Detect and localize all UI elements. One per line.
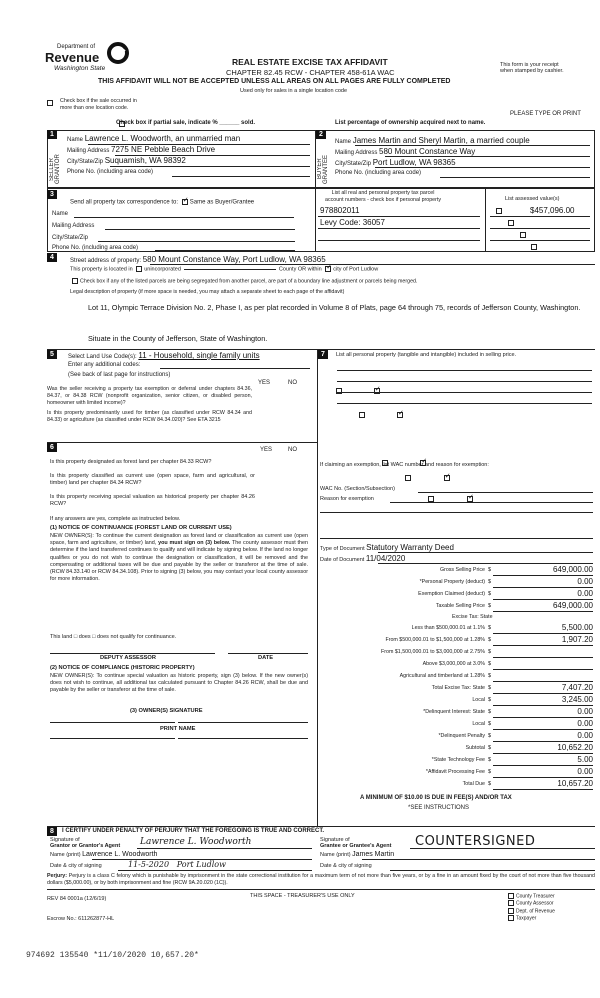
corr-address-field[interactable] <box>105 229 295 230</box>
tax-value[interactable]: 5,500.00 <box>493 623 593 634</box>
copy-dept-revenue[interactable] <box>506 908 555 915</box>
reason-field[interactable] <box>390 502 593 503</box>
tax-row-local <box>318 695 595 707</box>
copy-label: Dept. of Revenue <box>516 907 555 914</box>
partial-sale-label: Check box if partial sale, indicate % ______ sold. <box>116 120 256 126</box>
seller-address-label: Mailing Address <box>67 148 110 154</box>
tax-value[interactable]: 10,657.20 <box>493 779 593 790</box>
tax-label: Above $3,000,000 at 3.0% <box>422 661 485 667</box>
doc-date-row <box>320 554 405 563</box>
corr-city-label: City/State/Zip <box>52 235 89 241</box>
q-current-use-yes[interactable] <box>405 475 411 481</box>
wac-label: WAC No. (Section/Subsection) <box>320 486 395 492</box>
tax-row-subtotal <box>318 743 595 755</box>
q-exemption-deferral: Was the seller receiving a property tax exemption or deferral under chapters 84.36, 84.37, or 84.38 RCW (nonprofit organization, senior citizen, or disabled person, homeowner with limited income)? <box>47 386 252 407</box>
same-as-buyer-checkbox[interactable] <box>182 199 188 205</box>
minimum-due-note: A MINIMUM OF $10.00 IS DUE IN FEE(S) AND/OR TAX <box>360 795 512 801</box>
print-name-line[interactable] <box>50 738 175 739</box>
seller-address[interactable]: 7275 NE Pebble Beach Drive <box>111 145 216 154</box>
tax-value[interactable]: 649,000.00 <box>493 565 593 576</box>
grantee-sig-label-1: Signature of <box>320 837 350 843</box>
seller-phone-field[interactable] <box>172 176 310 177</box>
tax-label: Subtotal <box>465 745 485 751</box>
logo-dept: Department of <box>57 44 96 50</box>
send-correspondence-row <box>70 199 254 206</box>
no-header: NO <box>288 447 297 453</box>
no-header: NO <box>288 380 297 386</box>
assessed-header: List assessed value(s) <box>505 196 560 202</box>
grantee-date-label: Date & city of signing <box>320 863 372 869</box>
corr-name-field[interactable] <box>74 217 294 218</box>
personal-property-label: List all personal property (tangible and intangible) included in selling price. <box>336 352 517 358</box>
reason-field-2[interactable] <box>320 512 593 513</box>
location-row <box>70 266 378 272</box>
buyer-address-label: Mailing Address <box>335 150 378 156</box>
segregated-label: Check box if any of the listed parcels are being segregated from another parcel, are part of a boundary line adjustment or parcels being merged. <box>80 278 418 285</box>
personal-property-checkbox[interactable] <box>508 220 514 226</box>
personal-property-checkbox[interactable] <box>520 232 526 238</box>
notice-compliance-title: (2) NOTICE OF COMPLIANCE (HISTORIC PROPERTY) <box>50 665 195 671</box>
grantor-date-city[interactable] <box>128 860 226 869</box>
ownership-note: List percentage of ownership acquired next to name. <box>335 120 486 126</box>
tax-label: From $1,500,000.01 to $3,000,000 at 2.75% <box>381 649 485 655</box>
dollar: $ <box>488 637 492 643</box>
yes-header: YES <box>258 380 271 386</box>
please-print: PLEASE TYPE OR PRINT <box>510 111 581 117</box>
tax-value[interactable] <box>493 647 593 658</box>
wac-field[interactable] <box>418 492 593 493</box>
receipt-note <box>500 62 564 74</box>
doc-type[interactable]: Statutory Warranty Deed <box>366 543 454 552</box>
deputy-assessor-label: DEPUTY ASSESSOR <box>100 655 156 661</box>
form-revision: REV 84 0001a (12/6/19) <box>47 896 107 902</box>
line <box>490 216 590 217</box>
doc-date[interactable]: 11/04/2020 <box>365 554 406 563</box>
parcel-number[interactable]: 978802011 <box>320 206 360 215</box>
buyer-city-label: City/State/Zip <box>335 161 372 167</box>
dollar: $ <box>488 673 492 679</box>
divider <box>320 538 593 539</box>
copy-label: Taxpayer <box>516 915 537 922</box>
certify-statement: I CERTIFY UNDER PENALTY OF PERJURY THAT THE FOREGOING IS TRUE AND CORRECT. <box>62 828 325 834</box>
tax-value[interactable]: 1,907.20 <box>493 635 593 646</box>
section-4-number: 4 <box>47 253 57 262</box>
seller-city-label: City/State/Zip <box>67 159 104 165</box>
seller-side-label: SELLER GRANTOR <box>49 154 61 184</box>
q-timber-agriculture: Is this property predominantly used for timber (as classified under RCW 84.34 and 84.33) or agriculture (as classified under RCW 84.34.020)? See ETA 3215 <box>47 410 252 424</box>
divider <box>485 188 486 252</box>
city-of-label: city of Port Ludlow <box>333 266 379 273</box>
tax-row-tier3 <box>318 647 595 659</box>
treasurer-use-only: THIS SPACE - TREASURER'S USE ONLY <box>250 893 355 899</box>
tax-value[interactable]: 7,407.20 <box>493 683 593 694</box>
line <box>490 228 590 229</box>
dollar: $ <box>488 649 492 655</box>
additional-codes-label: Enter any additional codes: <box>68 362 141 368</box>
buyer-name[interactable]: James Martin and Sheryl Martin, a married couple <box>352 136 530 145</box>
line <box>362 859 595 860</box>
form-title: REAL ESTATE EXCISE TAX AFFIDAVIT <box>232 57 388 67</box>
multi-location-2: more than one location code. <box>60 105 129 111</box>
tax-value[interactable] <box>493 659 593 670</box>
owner-signature-line[interactable] <box>50 722 175 723</box>
dollar: $ <box>488 685 492 691</box>
buyer-city[interactable]: Port Ludlow, WA 98365 <box>372 158 456 167</box>
county-field[interactable] <box>184 269 276 270</box>
logo-state: Washington State <box>54 65 106 72</box>
within-city-checkbox[interactable] <box>325 266 331 272</box>
divider <box>47 826 595 827</box>
parcel-header <box>325 190 441 204</box>
copy-taxpayer[interactable] <box>506 915 555 922</box>
corr-phone-field[interactable] <box>155 250 295 251</box>
dollar: $ <box>488 591 492 597</box>
tax-label: *Affidavit Processing Fee <box>425 769 485 775</box>
grantor-name-row <box>50 851 157 858</box>
seller-name-row <box>67 134 240 143</box>
segregated-checkbox[interactable] <box>72 278 78 284</box>
buyer-phone-label: Phone No. (including area code) <box>335 170 422 176</box>
notice1-b: The county assessor must then determine if the land transferred continues to qualify and will indicate by signing below. If the land no longer qualifies or you do not wish to continue the designation or classification, it will be removed and the compensating or additional taxes will be due and payable by the seller or transferor at the time of sale. (RCW 84.33.140 or RCW 84.34.108). Prior to signing (3) below, you may contact your local county assessor for more information. <box>50 540 309 583</box>
multi-location-label <box>60 98 137 112</box>
seller-name[interactable]: Lawrence L. Woodworth, an unmarried man <box>84 134 241 143</box>
notice-compliance-text: NEW OWNER(S): To continue special valuation as historic property, sign (3) below. If the new owner(s) does not wish to continue, all additional tax calculated pursuant to Chapter 84.26 RCW, shall be due and payable by the seller or transferor at the time of sale. <box>50 673 308 694</box>
tax-label: *State Technology Fee <box>431 757 485 763</box>
date-line[interactable] <box>228 653 308 654</box>
same-as-buyer-label: Same as Buyer/Grantee <box>189 199 255 206</box>
dollar: $ <box>488 625 492 631</box>
dollar: $ <box>488 603 492 609</box>
divider <box>47 889 595 890</box>
parcel-header-1: List all real and personal property tax parcel <box>331 190 435 196</box>
tax-label: Total Excise Tax: State <box>431 685 485 691</box>
buyer-address-row <box>335 147 475 156</box>
tax-row-delinquent-local <box>318 719 595 731</box>
buyer-name-label: Name <box>335 139 352 145</box>
cashier-stamp: 974692 135540 *11/10/2020 10,657.20* <box>26 951 199 960</box>
q-forest-land: Is this property designated as forest land per chapter 84.33 RCW? <box>50 459 212 465</box>
dollar: $ <box>488 769 492 775</box>
if-yes-note: If any answers are yes, complete as instructed below. <box>50 516 181 522</box>
tax-label: Total Due <box>462 781 485 787</box>
land-use-row <box>68 351 260 360</box>
grantor-name[interactable]: Lawrence L. Woodworth <box>82 851 158 858</box>
owner-signature-line[interactable] <box>178 722 308 723</box>
dollar: $ <box>488 721 492 727</box>
seller-phone-label: Phone No. (including area code) <box>67 169 154 175</box>
notice1-a: NEW OWNER(S): To continue the current designation as forest land or classification as current use (open space, farm and agriculture, or timber) land, <box>50 533 308 547</box>
grantor-sig-label <box>50 837 120 849</box>
tax-value[interactable]: 0.00 <box>493 707 593 718</box>
see-instructions: *SEE INSTRUCTIONS <box>408 805 470 811</box>
tax-label: Agricultural and timberland at 1.28% <box>399 673 485 679</box>
see-back-note: (See back of last page for instructions) <box>68 372 171 378</box>
tax-label: *Delinquent Interest: State <box>423 709 485 715</box>
line <box>318 216 480 217</box>
tax-label: *Delinquent Penalty <box>438 733 485 739</box>
print-name-label: PRINT NAME <box>160 726 196 732</box>
personal-property-checkbox[interactable] <box>496 208 502 214</box>
date-label: DATE <box>258 655 274 661</box>
buyer-phone-field[interactable] <box>440 177 590 178</box>
tax-row-processing-fee <box>318 767 595 779</box>
line <box>410 848 595 849</box>
dollar: $ <box>488 757 492 763</box>
dollar: $ <box>488 567 492 573</box>
buyer-side-label: BUYER GRANTEE <box>317 154 329 184</box>
print-name-line[interactable] <box>178 738 308 739</box>
tax-value[interactable] <box>493 671 593 682</box>
tax-value[interactable]: 0.00 <box>493 719 593 730</box>
q-current-use-no[interactable] <box>444 475 450 481</box>
corr-address-label: Mailing Address <box>52 223 95 229</box>
copy-county-assessor[interactable] <box>506 900 555 907</box>
grantee-name-label: Name (print) <box>320 852 351 858</box>
tax-value[interactable]: 5.00 <box>493 755 593 766</box>
section-5-number: 5 <box>47 350 57 359</box>
copy-label: County Assessor <box>516 900 554 907</box>
q-exemption-yes[interactable] <box>336 388 342 394</box>
tax-row-tier4 <box>318 659 595 671</box>
assessed-value[interactable]: $457,096.00 <box>530 206 575 215</box>
additional-codes-field[interactable] <box>160 368 310 369</box>
personal-property-line[interactable] <box>337 392 592 393</box>
notice1-bold: you must sign on (3) below. <box>158 540 231 547</box>
parcel-header-2: account numbers - check box if personal property <box>325 197 442 203</box>
copy-distribution <box>506 893 555 922</box>
section-1-number: 1 <box>47 130 57 139</box>
qualify-continuance: This land □ does □ does not qualify for continuance. <box>50 634 177 640</box>
doc-date-label: Date of Document <box>320 557 365 563</box>
levy-code[interactable]: Levy Code: 36057 <box>320 218 385 227</box>
wa-logo-icon <box>107 42 129 64</box>
seller-city[interactable]: Suquamish, WA 98392 <box>104 156 186 165</box>
line <box>137 848 312 849</box>
copy-county-treasurer[interactable] <box>506 893 555 900</box>
receipt-note-1: This form is your receipt <box>500 62 559 68</box>
legal-situate[interactable]: Situate in the County of Jefferson, State of Washington. <box>88 334 268 343</box>
deputy-assessor-line[interactable] <box>50 653 215 654</box>
dollar: $ <box>488 579 492 585</box>
grantor-city: Port Ludlow <box>176 860 226 869</box>
buyer-name-row <box>335 136 530 145</box>
corr-city-field[interactable] <box>98 241 295 242</box>
divider <box>315 188 316 252</box>
grantor-date-label: Date & city of signing <box>50 863 102 869</box>
exemption-label: If claiming an exemption, list WAC number and reason for exemption: <box>320 462 489 468</box>
grantor-signature[interactable]: Lawrence L. Woodworth <box>140 837 252 847</box>
q-exemption-no[interactable] <box>374 388 380 394</box>
grantee-name[interactable]: James Martin <box>352 851 395 858</box>
yes-header: YES <box>260 447 273 453</box>
doc-type-row <box>320 543 454 552</box>
location-note: Used only for sales in a single location code <box>240 88 348 94</box>
tax-row-exemption <box>318 589 595 601</box>
personal-property-line[interactable] <box>337 370 592 371</box>
grantee-sig-label-2: Grantee or Grantee's Agent <box>320 843 392 849</box>
corr-phone-label: Phone No. (including area code) <box>52 245 139 251</box>
line <box>355 145 590 146</box>
perjury-bold: Perjury: <box>47 873 68 879</box>
line <box>150 264 595 265</box>
tax-row-tier2 <box>318 635 595 647</box>
tax-value[interactable]: 3,245.00 <box>493 695 593 706</box>
section-8-number: 8 <box>47 827 57 836</box>
county-or-label: County OR within <box>278 266 322 273</box>
receipt-note-2: when stamped by cashier. <box>500 68 564 74</box>
tax-label: *Personal Property (deduct) <box>419 579 485 585</box>
unincorporated-label: unincorporated <box>144 266 181 273</box>
tax-label: Gross Selling Price <box>439 567 485 573</box>
segregated-row <box>70 278 417 284</box>
perjury-note <box>47 873 595 887</box>
section-6-number: 6 <box>47 443 57 452</box>
personal-property-line[interactable] <box>337 381 592 382</box>
tax-row-delinquent-state <box>318 707 595 719</box>
dollar: $ <box>488 733 492 739</box>
dollar: $ <box>488 745 492 751</box>
grantee-sig-label <box>320 837 391 849</box>
buyer-address[interactable]: 580 Mount Constance Way <box>379 147 476 156</box>
line <box>490 240 590 241</box>
section-2-number: 2 <box>316 130 326 139</box>
completion-warning: THIS AFFIDAVIT WILL NOT BE ACCEPTED UNLESS ALL AREAS ON ALL PAGES ARE FULLY COMPLETED <box>98 78 451 85</box>
multi-location-1: Check box if the sale occurred in <box>60 98 137 104</box>
seller-address-row <box>67 145 215 154</box>
multi-location-checkbox[interactable] <box>47 100 53 106</box>
personal-property-checkbox[interactable] <box>531 244 537 250</box>
grantor-date: 11-5-2020 <box>128 860 170 869</box>
located-label: This property is located in <box>70 266 133 273</box>
grantee-name-row <box>320 851 394 858</box>
notice-continuance-title: (1) NOTICE OF CONTINUANCE (FOREST LAND OR CURRENT USE) <box>50 525 232 531</box>
line <box>378 563 593 564</box>
tax-value[interactable]: 0.00 <box>493 589 593 600</box>
tax-row-total-state <box>318 683 595 695</box>
line <box>375 167 590 168</box>
land-use-label: Select Land Use Code(s): <box>68 354 137 360</box>
street-row <box>70 255 326 264</box>
dor-logo <box>45 44 105 73</box>
dollar: $ <box>488 661 492 667</box>
tax-value[interactable]: 0.00 <box>493 731 593 742</box>
q-timber-yes[interactable] <box>359 412 365 418</box>
grantor-sig-label-2: Grantor or Grantor's Agent <box>50 843 121 849</box>
seller-name-label: Name <box>67 137 84 143</box>
doc-type-label: Type of Document <box>320 546 365 552</box>
tax-label: Local <box>472 697 485 703</box>
line <box>110 166 310 167</box>
notice-continuance-text <box>50 533 308 583</box>
q-timber-no[interactable] <box>397 412 403 418</box>
tax-label: Local <box>472 721 485 727</box>
tax-value[interactable]: 10,652.20 <box>493 743 593 754</box>
tax-row-penalty <box>318 731 595 743</box>
tax-row-taxable <box>318 601 595 613</box>
personal-property-line[interactable] <box>337 403 592 404</box>
grantor-name-label: Name (print) <box>50 852 81 858</box>
dollar: $ <box>488 781 492 787</box>
section-7-number: 7 <box>318 350 328 359</box>
buyer-city-row <box>335 158 456 167</box>
tax-row-total-due <box>318 779 595 791</box>
dollar: $ <box>488 709 492 715</box>
tax-row-agricultural <box>318 671 595 683</box>
street-label: Street address of property: <box>70 258 142 264</box>
send-label: Send all property tax correspondence to: <box>70 199 179 206</box>
divider <box>47 442 317 443</box>
excise-state-label: Excise Tax: State <box>452 614 493 620</box>
dollar: $ <box>488 697 492 703</box>
legal-description[interactable]: Lot 11, Olympic Terrace Division No. 2, Phase I, as per plat recorded in Volume 8 of Plats, page 64 through 75, records of Jefferson County, Washington. <box>88 303 581 312</box>
owner-signature-label: (3) OWNER(S) SIGNATURE <box>130 708 203 714</box>
line <box>318 240 480 241</box>
grantor-sig-label-1: Signature of <box>50 837 80 843</box>
line <box>318 228 480 229</box>
tax-value[interactable]: 0.00 <box>493 767 593 778</box>
tax-label: Exemption Claimed (deduct) <box>418 591 485 597</box>
tax-label: From $500,000.01 to $1,500,000 at 1.28% <box>385 637 485 643</box>
line <box>385 156 590 157</box>
form-subtitle: CHAPTER 82.45 RCW - CHAPTER 458-61A WAC <box>226 68 395 77</box>
seller-city-row <box>67 156 186 165</box>
tax-value[interactable]: 649,000.00 <box>493 601 593 612</box>
tax-row-tech-fee <box>318 755 595 767</box>
tax-value[interactable]: 0.00 <box>493 577 593 588</box>
tax-row-tier1 <box>318 623 595 635</box>
tax-row-gross <box>318 565 595 577</box>
legal-description-label: Legal description of property (if more space is needed, you may attach a separate sheet to each page of the affidavit) <box>70 289 345 295</box>
section-3-number: 3 <box>47 190 57 199</box>
copy-label: County Treasurer <box>516 893 555 900</box>
escrow-number: Escrow No.: 611262877-HL <box>47 916 115 922</box>
line <box>378 552 593 553</box>
grantee-date-field[interactable] <box>390 870 595 871</box>
tax-label: Taxable Selling Price <box>435 603 485 609</box>
logo-name: Revenue <box>45 50 100 65</box>
perjury-text: Perjury is a class C felony which is punishable by imprisonment in the state correctional institution for a maximum term of not more than five years, or by a fine in an amount fixed by the court of not more than five thousand dollars ($5,000.00), or by both imprisonment and fine (RCW 9A.20.020 (1C)). <box>47 873 595 886</box>
land-use-code[interactable]: 11 - Household, single family units <box>138 351 260 360</box>
unincorporated-checkbox[interactable] <box>136 266 142 272</box>
reason-label: Reason for exemption <box>320 496 374 502</box>
tax-label: Less than $500,000.01 at 1.1% <box>411 625 485 631</box>
corr-name-label: Name <box>52 211 69 217</box>
tax-row-personal <box>318 577 595 589</box>
line <box>118 870 312 871</box>
street-address[interactable]: 580 Mount Constance Way, Port Ludlow, WA 98365 <box>142 255 326 264</box>
grantee-signature[interactable]: COUNTERSIGNED <box>415 834 536 849</box>
q-historical: Is this property receiving special valuation as historical property per chapter 84.26 RCW? <box>50 494 255 508</box>
q-current-use: Is this property classified as current use (open space, farm and agricultural, or timber) land per chapter 84.34 RCW? <box>50 473 255 487</box>
